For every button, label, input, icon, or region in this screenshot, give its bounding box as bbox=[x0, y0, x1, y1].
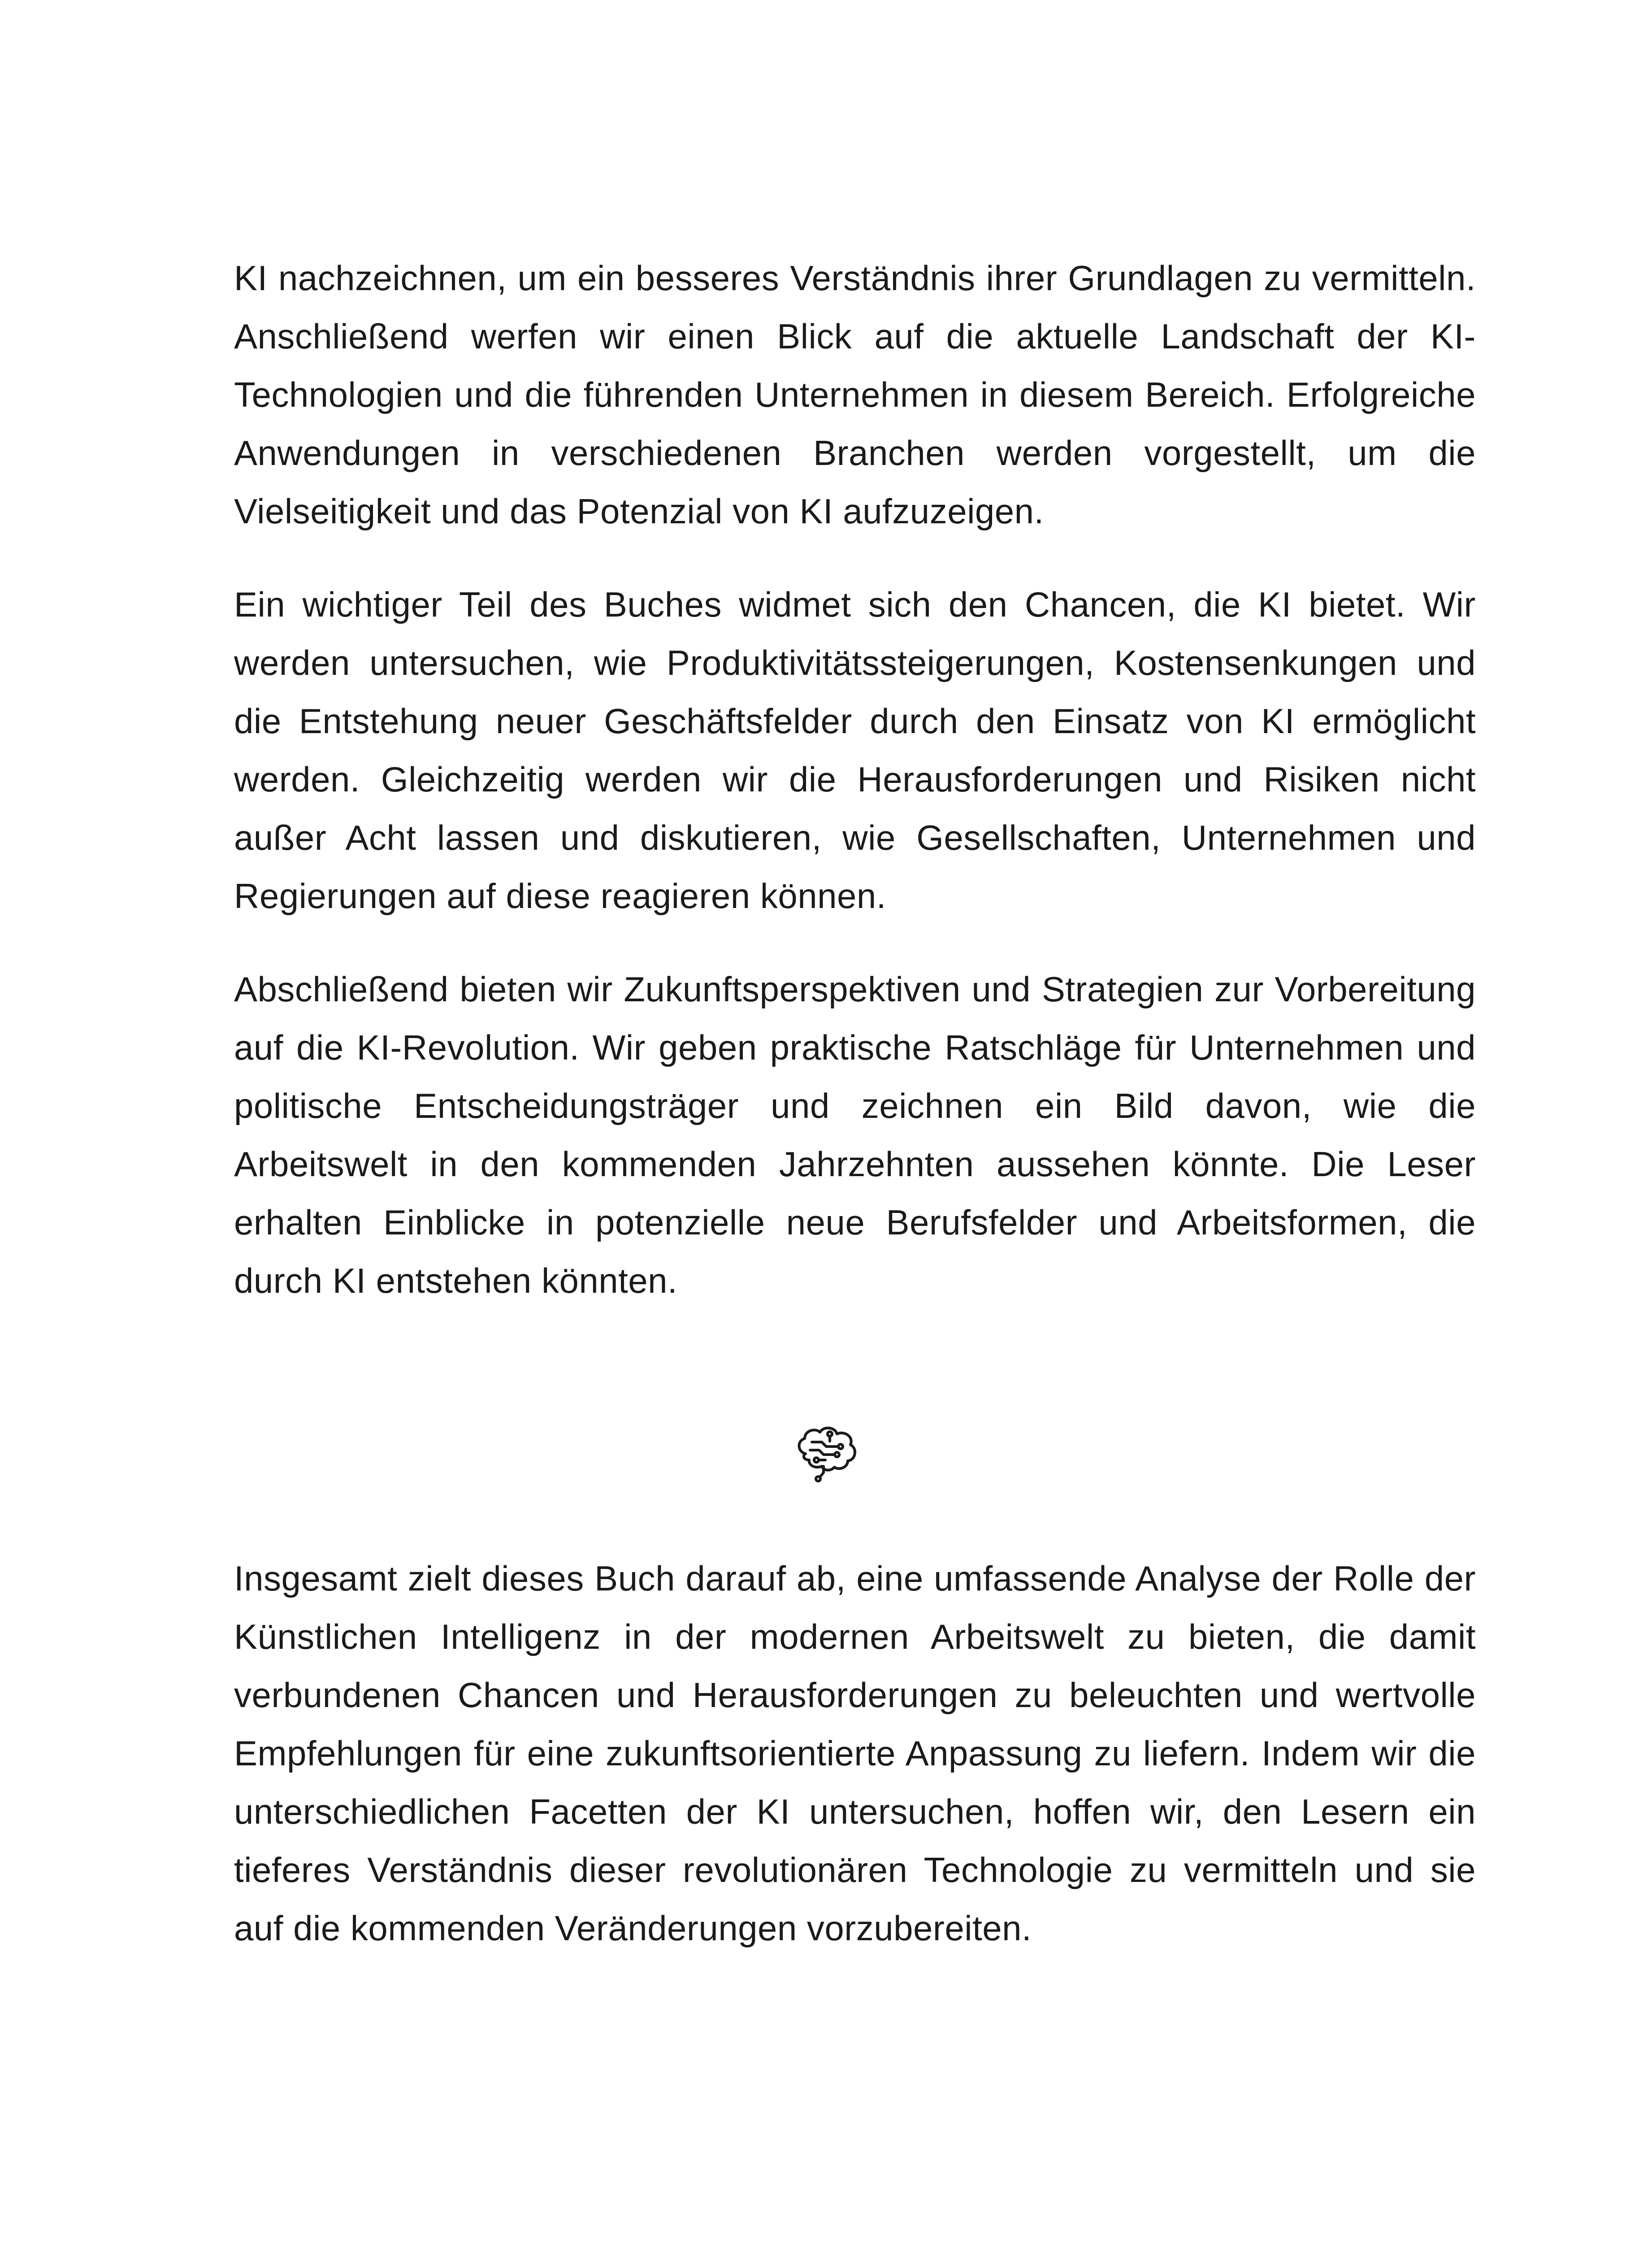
paragraph: Ein wichtiger Teil des Buches widmet sich den Chancen, die KI bietet. Wir werden untersuchen, wie Produktivitätssteigerungen, Kostensenkungen und die Entstehung neuer Geschäftsfelder durch den Einsatz von KI ermöglicht werden. Gleichzeitig werden wir die Herausforderungen und Risiken nicht außer Acht lassen und diskutieren, wie Gesellschaften, Unternehmen und Regierungen auf diese reagieren können. bbox=[234, 585, 1476, 916]
body-text-lower bbox=[234, 1549, 1476, 1957]
paragraph: KI nachzeichnen, um ein besseres Verständnis ihrer Grundlagen zu vermitteln. Anschließend werfen wir einen Blick auf die aktuelle Landschaft der KI-Technologien und die führenden Unternehmen in diesem Bereich. Erfolgreiche Anwendungen in verschiedenen Branchen werden vorgestellt, um die Vielseitigkeit und das Potenzial von KI aufzuzeigen. bbox=[234, 258, 1476, 531]
body-text-upper bbox=[234, 249, 1476, 1310]
brain-circuit-icon bbox=[792, 1422, 859, 1485]
paragraph: Insgesamt zielt dieses Buch darauf ab, eine umfassende Analyse der Rolle der Künstlichen Intelligenz in der modernen Arbeitswelt zu bieten, die damit verbundenen Chancen und Herausforderungen zu beleuchten und wertvolle Empfehlungen für eine zukunftsorientierte Anpassung zu liefern. Indem wir die unterschiedlichen Facetten der KI untersuchen, hoffen wir, den Lesern ein tieferes Verständnis dieser revolutionären Technologie zu vermitteln und sie auf die kommenden Veränderungen vorzubereiten. bbox=[234, 1559, 1476, 1948]
paragraph: Abschließend bieten wir Zukunftsperspektiven und Strategien zur Vorbereitung auf die KI-Revolution. Wir geben praktische Ratschläge für Unternehmen und politische Entscheidungsträger und zeichnen ein Bild davon, wie die Arbeitswelt in den kommenden Jahrzehnten aussehen könnte. Die Leser erhalten Einblicke in potenzielle neue Berufsfelder und Arbeitsformen, die durch KI entstehen könnten. bbox=[234, 969, 1476, 1300]
